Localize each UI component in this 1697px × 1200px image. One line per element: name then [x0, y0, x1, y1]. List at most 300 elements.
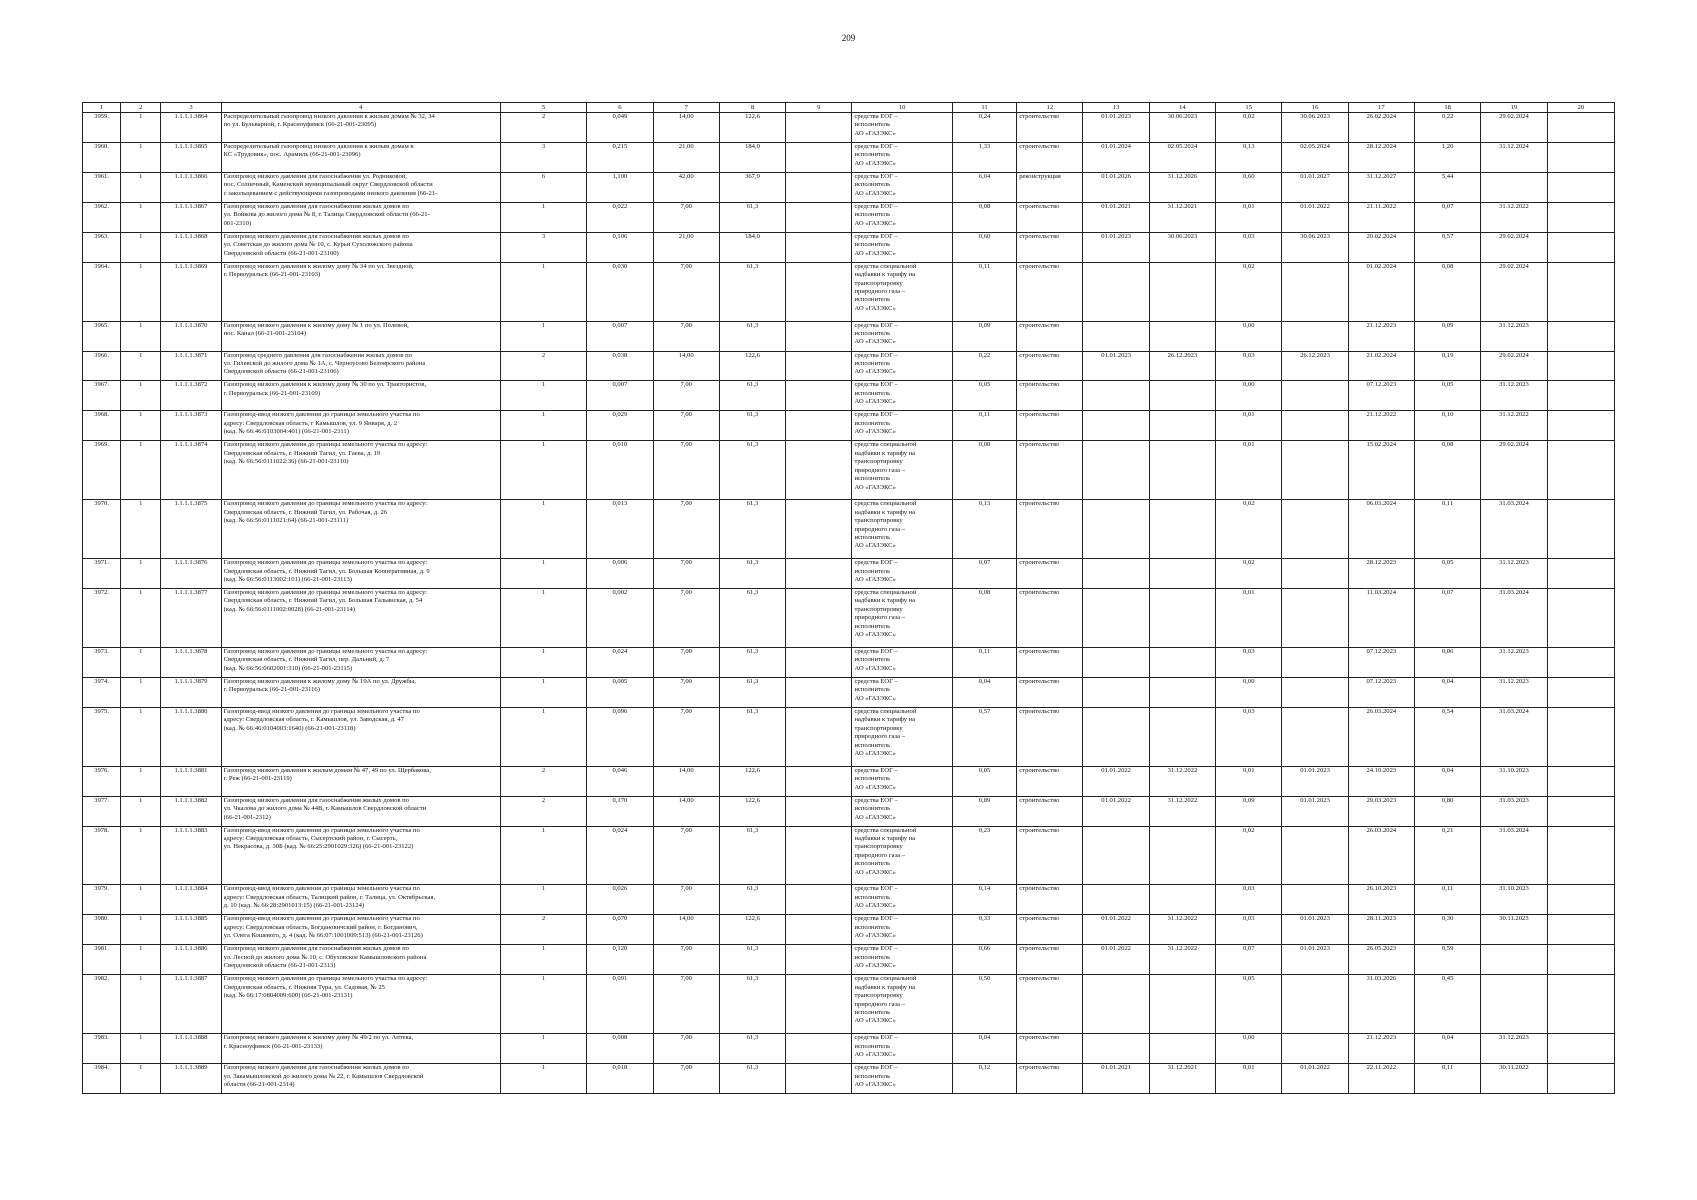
- col5-value: 1: [500, 975, 586, 1034]
- cost-value: 0,23: [952, 826, 1016, 885]
- col7-value: 7,00: [653, 321, 719, 351]
- col2-value: 1: [121, 559, 161, 589]
- commissioning-date: 29.02.2024: [1481, 351, 1547, 381]
- col9-value: [786, 202, 852, 232]
- col15-value: 0,03: [1216, 915, 1282, 945]
- object-code: 1.1.1.1.3866: [161, 172, 221, 202]
- col15-value: 0,02: [1216, 262, 1282, 321]
- col15-value: 0,00: [1216, 1034, 1282, 1064]
- commissioning-date: 31.12.2022: [1481, 411, 1547, 441]
- end-date: 31.12.2022: [1149, 945, 1215, 975]
- object-code: 1.1.1.1.3874: [161, 441, 221, 500]
- table-row: [83, 142, 1615, 172]
- column-header: 4: [221, 103, 500, 113]
- cost-value: 0,12: [952, 1064, 1016, 1094]
- start-date: [1083, 707, 1149, 766]
- length-value: 0,018: [587, 1064, 653, 1094]
- object-description: Газопровод низкого давления до границы земельного участка по адресу: Свердловская область, г. Нижний Тагил, ул. Гаева, д. 19 (кад. № 66:56:0111022:36) (66-21-001-23110): [221, 441, 500, 500]
- table-row: [83, 113, 1615, 143]
- col20-value: [1547, 826, 1614, 885]
- col18-value: 0,57: [1414, 232, 1480, 262]
- col5-value: 1: [500, 321, 586, 351]
- cost-value: 0,60: [952, 232, 1016, 262]
- funding-source: средства ЕОГ – исполнитель АО «ГАЗЭКС»: [852, 411, 952, 441]
- end-date: 31.12.2021: [1149, 202, 1215, 232]
- table-row: [83, 707, 1615, 766]
- work-type: строительство: [1017, 885, 1083, 915]
- col15-value: 0,00: [1216, 321, 1282, 351]
- col16-date: [1282, 1034, 1348, 1064]
- start-date: 01.01.2022: [1083, 796, 1149, 826]
- object-code: 1.1.1.1.3879: [161, 677, 221, 707]
- col9-value: [786, 441, 852, 500]
- col8-value: 61,3: [719, 677, 785, 707]
- col20-value: [1547, 1034, 1614, 1064]
- table-row: [83, 766, 1615, 796]
- col2-value: 1: [121, 945, 161, 975]
- cost-value: 0,22: [952, 351, 1016, 381]
- object-code: 1.1.1.1.3888: [161, 1034, 221, 1064]
- col5-value: 3: [500, 232, 586, 262]
- col9-value: [786, 172, 852, 202]
- col2-value: 1: [121, 441, 161, 500]
- funding-source: средства ЕОГ – исполнитель АО «ГАЗЭКС»: [852, 381, 952, 411]
- length-value: 0,038: [587, 351, 653, 381]
- cost-value: 0,04: [952, 1034, 1016, 1064]
- col9-value: [786, 113, 852, 143]
- work-type: строительство: [1017, 232, 1083, 262]
- commissioning-date: 29.02.2024: [1481, 232, 1547, 262]
- table-row: [83, 172, 1615, 202]
- commissioning-date: 31.03.2024: [1481, 707, 1547, 766]
- col5-value: 1: [500, 262, 586, 321]
- completion-date: 15.02.2024: [1348, 441, 1414, 500]
- object-description: Газопровод низкого давления к жилому дому № 34 по ул. Звездной, г. Первоуральск (66-21-001-23103): [221, 262, 500, 321]
- funding-source: средства ЕОГ – исполнитель АО «ГАЗЭКС»: [852, 172, 952, 202]
- start-date: 01.01.2024: [1083, 142, 1149, 172]
- col16-date: 30.06.2023: [1282, 113, 1348, 143]
- column-number-row: [83, 103, 1615, 113]
- col2-value: 1: [121, 351, 161, 381]
- col2-value: 1: [121, 381, 161, 411]
- col2-value: 1: [121, 766, 161, 796]
- work-type: строительство: [1017, 262, 1083, 321]
- col7-value: 7,00: [653, 707, 719, 766]
- col20-value: [1547, 1064, 1614, 1094]
- end-date: 30.06.2023: [1149, 232, 1215, 262]
- col16-date: [1282, 975, 1348, 1034]
- col7-value: 7,00: [653, 677, 719, 707]
- start-date: 01.01.2022: [1083, 915, 1149, 945]
- start-date: 01.01.2022: [1083, 766, 1149, 796]
- object-description: Газопровод низкого давления для газоснабжения жилых домов по ул. Войкова до жилого дома № 8, г. Талица Свердловской области (66-21- 001-2310): [221, 202, 500, 232]
- object-description: Газопровод низкого давления до границы земельного участка по адресу: Свердловская область, г. Нижний Тагил, ул. Рабочая, д. 26 (кад. № 66:56:0111021:64) (66-21-001-23111): [221, 500, 500, 559]
- row-number: 3965.: [83, 321, 121, 351]
- col18-value: 0,04: [1414, 766, 1480, 796]
- row-number: 3977.: [83, 796, 121, 826]
- object-description: Газопровод-ввод низкого давления до границы земельного участка по адресу: Свердловская область, Сысертский район, г. Сысерть, ул. Некрасова, д. 30Б (кад. № 66:25:2901029:326) (66-21-001-23122): [221, 826, 500, 885]
- col7-value: 7,00: [653, 885, 719, 915]
- col8-value: 61,3: [719, 381, 785, 411]
- object-description: Распределительный газопровод низкого давления к жилым домам № 32, 34 по ул. Бульварной, г. Красноуфимск (66-21-001-23095): [221, 113, 500, 143]
- end-date: 31.12.2026: [1149, 172, 1215, 202]
- funding-source: средства ЕОГ – исполнитель АО «ГАЗЭКС»: [852, 885, 952, 915]
- commissioning-date: 29.02.2024: [1481, 262, 1547, 321]
- end-date: [1149, 321, 1215, 351]
- col7-value: 7,00: [653, 589, 719, 648]
- object-code: 1.1.1.1.3867: [161, 202, 221, 232]
- object-description: Распределительный газопровод низкого давления к жилым домам в КС «Трудовик», пос. Арамиль (66-21-001-23096): [221, 142, 500, 172]
- object-description: Газопровод низкого давления до границы земельного участка по адресу: Свердловская область, г. Нижний Тагил, ул. Большая Кооперативная, д. 9 (кад. № 66:56:0113002:101) (66-21-001-23113): [221, 559, 500, 589]
- row-number: 3975.: [83, 707, 121, 766]
- col9-value: [786, 381, 852, 411]
- col7-value: 7,00: [653, 500, 719, 559]
- row-number: 3966.: [83, 351, 121, 381]
- row-number: 3973.: [83, 647, 121, 677]
- end-date: [1149, 500, 1215, 559]
- end-date: [1149, 381, 1215, 411]
- completion-date: 26.10.2023: [1348, 885, 1414, 915]
- cost-value: 0,08: [952, 441, 1016, 500]
- length-value: 0,013: [587, 500, 653, 559]
- col7-value: 14,00: [653, 351, 719, 381]
- length-value: 0,026: [587, 885, 653, 915]
- col18-value: 5,44: [1414, 172, 1480, 202]
- col16-date: [1282, 559, 1348, 589]
- completion-date: 07.12.2023: [1348, 647, 1414, 677]
- length-value: 0,170: [587, 796, 653, 826]
- col20-value: [1547, 945, 1614, 975]
- col16-date: [1282, 381, 1348, 411]
- col16-date: 01.01.2023: [1282, 766, 1348, 796]
- end-date: 31.12.2022: [1149, 766, 1215, 796]
- table-row: [83, 381, 1615, 411]
- col2-value: 1: [121, 500, 161, 559]
- table-row: [83, 1064, 1615, 1094]
- col16-date: [1282, 441, 1348, 500]
- col20-value: [1547, 172, 1614, 202]
- col15-value: 0,01: [1216, 441, 1282, 500]
- funding-source: средства ЕОГ – исполнитель АО «ГАЗЭКС»: [852, 647, 952, 677]
- column-header: 20: [1547, 103, 1614, 113]
- col18-value: 0,05: [1414, 381, 1480, 411]
- completion-date: 31.12.2027: [1348, 172, 1414, 202]
- investment-program-table: [82, 102, 1615, 1094]
- start-date: [1083, 647, 1149, 677]
- cost-value: 0,14: [952, 885, 1016, 915]
- col20-value: [1547, 589, 1614, 648]
- work-type: строительство: [1017, 796, 1083, 826]
- length-value: 0,007: [587, 321, 653, 351]
- end-date: [1149, 677, 1215, 707]
- work-type: строительство: [1017, 202, 1083, 232]
- table-row: [83, 262, 1615, 321]
- commissioning-date: 31.12.2023: [1481, 381, 1547, 411]
- col8-value: 367,9: [719, 172, 785, 202]
- col20-value: [1547, 142, 1614, 172]
- cost-value: 0,04: [952, 677, 1016, 707]
- start-date: 01.01.2026: [1083, 172, 1149, 202]
- end-date: 26.12.2023: [1149, 351, 1215, 381]
- row-number: 3978.: [83, 826, 121, 885]
- completion-date: 21.12.2023: [1348, 321, 1414, 351]
- col9-value: [786, 677, 852, 707]
- col5-value: 1: [500, 945, 586, 975]
- col18-value: 0,45: [1414, 975, 1480, 1034]
- col5-value: 2: [500, 766, 586, 796]
- table-row: [83, 945, 1615, 975]
- length-value: 0,005: [587, 677, 653, 707]
- length-value: 0,024: [587, 647, 653, 677]
- table-row: [83, 441, 1615, 500]
- col7-value: 14,00: [653, 796, 719, 826]
- object-description: Газопровод-ввод низкого давления до границы земельного участка по адресу: Свердловская область, г Камышлов, ул. 9 Января, д. 2 (кад. № 66:46:0103004:401) (66-21-001-2311): [221, 411, 500, 441]
- col16-date: 01.01.2022: [1282, 202, 1348, 232]
- col7-value: 14,00: [653, 113, 719, 143]
- start-date: 01.01.2023: [1083, 351, 1149, 381]
- funding-source: средства ЕОГ – исполнитель АО «ГАЗЭКС»: [852, 766, 952, 796]
- commissioning-date: 31.12.2023: [1481, 647, 1547, 677]
- col20-value: [1547, 766, 1614, 796]
- funding-source: средства специальной надбавки к тарифу на транспортировку природного газа – исполнитель АО «ГАЗЭКС»: [852, 500, 952, 559]
- commissioning-date: 31.03.2024: [1481, 826, 1547, 885]
- work-type: строительство: [1017, 142, 1083, 172]
- col8-value: 184,0: [719, 142, 785, 172]
- length-value: 1,100: [587, 172, 653, 202]
- col5-value: 1: [500, 677, 586, 707]
- work-type: строительство: [1017, 677, 1083, 707]
- col2-value: 1: [121, 411, 161, 441]
- row-number: 3967.: [83, 381, 121, 411]
- col15-value: 0,01: [1216, 1064, 1282, 1094]
- col20-value: [1547, 885, 1614, 915]
- cost-value: 0,07: [952, 559, 1016, 589]
- completion-date: 07.12.2023: [1348, 381, 1414, 411]
- col16-date: 01.01.2022: [1282, 1064, 1348, 1094]
- completion-date: 26.03.2024: [1348, 707, 1414, 766]
- start-date: 01.01.2023: [1083, 113, 1149, 143]
- col8-value: 122,6: [719, 113, 785, 143]
- col18-value: 0,11: [1414, 885, 1480, 915]
- work-type: строительство: [1017, 411, 1083, 441]
- col16-date: [1282, 647, 1348, 677]
- col2-value: 1: [121, 142, 161, 172]
- cost-value: 0,08: [952, 202, 1016, 232]
- col5-value: 2: [500, 113, 586, 143]
- end-date: [1149, 1034, 1215, 1064]
- length-value: 0,007: [587, 381, 653, 411]
- col15-value: 0,13: [1216, 142, 1282, 172]
- object-description: Газопровод низкого давления к жилым домам № 47, 49 по ул. Щербакова, г. Реж (66-21-001-23119): [221, 766, 500, 796]
- column-header: 19: [1481, 103, 1547, 113]
- object-description: Газопровод низкого давления к жилому дому № 19А по ул. Дружбы, г. Первоуральск (66-21-001-23116): [221, 677, 500, 707]
- col8-value: 61,3: [719, 500, 785, 559]
- cost-value: 0,24: [952, 113, 1016, 143]
- funding-source: средства специальной надбавки к тарифу на транспортировку природного газа – исполнитель АО «ГАЗЭКС»: [852, 589, 952, 648]
- col8-value: 122,6: [719, 796, 785, 826]
- col8-value: 61,3: [719, 975, 785, 1034]
- row-number: 3968.: [83, 411, 121, 441]
- start-date: [1083, 589, 1149, 648]
- col2-value: 1: [121, 1064, 161, 1094]
- col7-value: 7,00: [653, 411, 719, 441]
- col5-value: 1: [500, 202, 586, 232]
- object-description: Газопровод-ввод низкого давления до границы земельного участка по адресу: Свердловская область, Талицкий район, г. Талица, ул. Октябрьская, д. 10 (кад. № 66:28:2901013:15) (66-21-001-23124): [221, 885, 500, 915]
- object-description: Газопровод низкого давления до границы земельного участка по адресу: Свердловская область, г. Нижняя Тура, ул. Садовая, № 25 (кад. № 66:17:0804009:600) (66-21-001-23131): [221, 975, 500, 1034]
- col16-date: 26.12.2023: [1282, 351, 1348, 381]
- page-number: 209: [841, 33, 856, 43]
- object-code: 1.1.1.1.3878: [161, 647, 221, 677]
- length-value: 0,106: [587, 232, 653, 262]
- cost-value: 0,09: [952, 321, 1016, 351]
- object-code: 1.1.1.1.3881: [161, 766, 221, 796]
- col7-value: 7,00: [653, 647, 719, 677]
- col9-value: [786, 826, 852, 885]
- col15-value: 0,03: [1216, 707, 1282, 766]
- cost-value: 0,50: [952, 975, 1016, 1034]
- col16-date: 01.01.2023: [1282, 796, 1348, 826]
- col20-value: [1547, 915, 1614, 945]
- funding-source: средства ЕОГ – исполнитель АО «ГАЗЭКС»: [852, 677, 952, 707]
- col9-value: [786, 975, 852, 1034]
- col15-value: 0,03: [1216, 885, 1282, 915]
- col15-value: 0,02: [1216, 500, 1282, 559]
- column-header: 7: [653, 103, 719, 113]
- col15-value: 0,01: [1216, 411, 1282, 441]
- end-date: [1149, 707, 1215, 766]
- row-number: 3964.: [83, 262, 121, 321]
- col5-value: 1: [500, 1034, 586, 1064]
- col5-value: 1: [500, 411, 586, 441]
- col9-value: [786, 559, 852, 589]
- start-date: 01.01.2021: [1083, 202, 1149, 232]
- col15-value: 0,00: [1216, 381, 1282, 411]
- start-date: [1083, 826, 1149, 885]
- start-date: [1083, 381, 1149, 411]
- work-type: строительство: [1017, 381, 1083, 411]
- column-header: 1: [83, 103, 121, 113]
- commissioning-date: 30.11.2023: [1481, 915, 1547, 945]
- end-date: [1149, 441, 1215, 500]
- funding-source: средства ЕОГ – исполнитель АО «ГАЗЭКС»: [852, 1064, 952, 1094]
- length-value: 0,091: [587, 975, 653, 1034]
- col18-value: 0,05: [1414, 559, 1480, 589]
- object-code: 1.1.1.1.3872: [161, 381, 221, 411]
- cost-value: 6,04: [952, 172, 1016, 202]
- commissioning-date: 31.12.2023: [1481, 321, 1547, 351]
- cost-value: 0,11: [952, 411, 1016, 441]
- start-date: [1083, 262, 1149, 321]
- completion-date: 21.12.2023: [1348, 1034, 1414, 1064]
- work-type: строительство: [1017, 500, 1083, 559]
- completion-date: 22.11.2022: [1348, 1064, 1414, 1094]
- col16-date: [1282, 262, 1348, 321]
- col16-date: 01.01.2023: [1282, 915, 1348, 945]
- col5-value: 1: [500, 885, 586, 915]
- table-row: [83, 500, 1615, 559]
- table-row: [83, 232, 1615, 262]
- completion-date: 01.02.2024: [1348, 262, 1414, 321]
- col15-value: 0,02: [1216, 559, 1282, 589]
- commissioning-date: 29.02.2024: [1481, 441, 1547, 500]
- work-type: строительство: [1017, 1064, 1083, 1094]
- col8-value: 61,3: [719, 321, 785, 351]
- col9-value: [786, 766, 852, 796]
- work-type: строительство: [1017, 351, 1083, 381]
- col7-value: 7,00: [653, 1064, 719, 1094]
- col16-date: [1282, 885, 1348, 915]
- col18-value: 0,04: [1414, 1034, 1480, 1064]
- col20-value: [1547, 975, 1614, 1034]
- col7-value: 21,00: [653, 142, 719, 172]
- completion-date: 26.02.2024: [1348, 113, 1414, 143]
- col5-value: 1: [500, 589, 586, 648]
- table-row: [83, 796, 1615, 826]
- col16-date: [1282, 589, 1348, 648]
- col8-value: 184,0: [719, 232, 785, 262]
- col8-value: 61,3: [719, 559, 785, 589]
- col5-value: 6: [500, 172, 586, 202]
- col18-value: 0,08: [1414, 441, 1480, 500]
- col9-value: [786, 142, 852, 172]
- start-date: [1083, 975, 1149, 1034]
- col20-value: [1547, 707, 1614, 766]
- end-date: 30.06.2023: [1149, 113, 1215, 143]
- funding-source: средства ЕОГ – исполнитель АО «ГАЗЭКС»: [852, 559, 952, 589]
- col9-value: [786, 647, 852, 677]
- work-type: строительство: [1017, 589, 1083, 648]
- col5-value: 1: [500, 826, 586, 885]
- col2-value: 1: [121, 647, 161, 677]
- col7-value: 14,00: [653, 766, 719, 796]
- column-header: 12: [1017, 103, 1083, 113]
- col7-value: 7,00: [653, 202, 719, 232]
- object-description: Газопровод-ввод низкого давления до границы земельного участка по адресу: Свердловская область, Богдановичский район, г. Богданович, ул. Олега Кошевого, д. 4 (кад. № 66:07:1001009:513) (66-21-001-23126): [221, 915, 500, 945]
- col8-value: 61,3: [719, 202, 785, 232]
- start-date: 01.01.2022: [1083, 945, 1149, 975]
- completion-date: 20.02.2024: [1348, 232, 1414, 262]
- col7-value: 7,00: [653, 559, 719, 589]
- col7-value: 7,00: [653, 975, 719, 1034]
- table-row: [83, 202, 1615, 232]
- end-date: 31.12.2022: [1149, 915, 1215, 945]
- row-number: 3961.: [83, 172, 121, 202]
- funding-source: средства ЕОГ – исполнитель АО «ГАЗЭКС»: [852, 232, 952, 262]
- end-date: [1149, 885, 1215, 915]
- col8-value: 61,3: [719, 1064, 785, 1094]
- column-header: 3: [161, 103, 221, 113]
- col7-value: 7,00: [653, 441, 719, 500]
- table-row: [83, 559, 1615, 589]
- col9-value: [786, 796, 852, 826]
- col8-value: 61,3: [719, 1034, 785, 1064]
- col2-value: 1: [121, 885, 161, 915]
- row-number: 3974.: [83, 677, 121, 707]
- col20-value: [1547, 647, 1614, 677]
- col20-value: [1547, 441, 1614, 500]
- col7-value: 7,00: [653, 262, 719, 321]
- row-number: 3960.: [83, 142, 121, 172]
- row-number: 3970.: [83, 500, 121, 559]
- object-description: Газопровод низкого давления для газоснабжения жилых домов по ул. Лесной до жилого дома № 10, с. Обуховское Камышловского района Свердловской области (66-21-001-2313): [221, 945, 500, 975]
- col16-date: [1282, 707, 1348, 766]
- end-date: 31.12.2021: [1149, 1064, 1215, 1094]
- object-code: 1.1.1.1.3880: [161, 707, 221, 766]
- table-row: [83, 647, 1615, 677]
- row-number: 3984.: [83, 1064, 121, 1094]
- cost-value: 0,89: [952, 796, 1016, 826]
- col2-value: 1: [121, 796, 161, 826]
